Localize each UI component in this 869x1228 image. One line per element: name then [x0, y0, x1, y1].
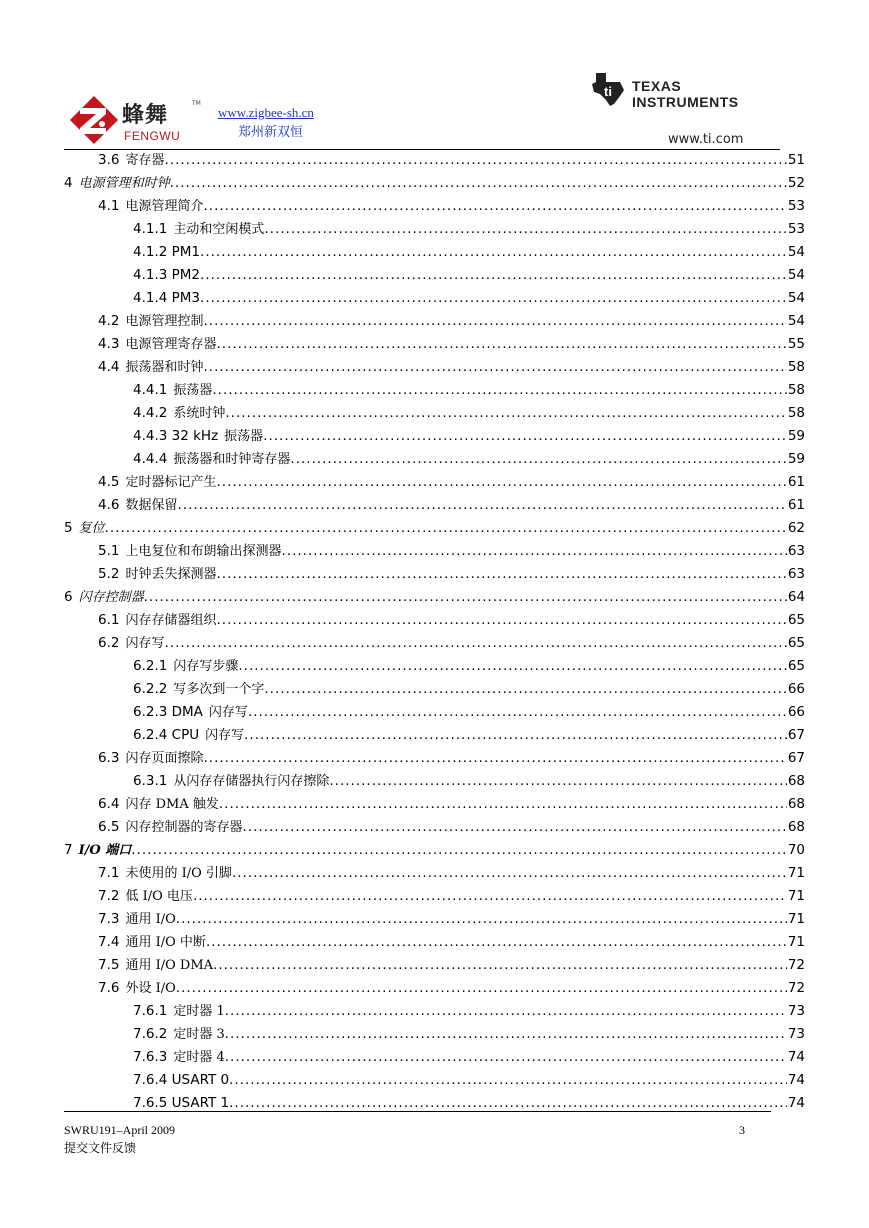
- toc-entry-number: 6: [64, 589, 73, 605]
- toc-entry-title: 振荡器: [224, 429, 264, 444]
- toc-dot-leader: [131, 840, 787, 860]
- toc-entry[interactable]: [98, 564, 805, 584]
- toc-entry-title: 写多次到一个字: [173, 682, 265, 697]
- footer-page-number: 3: [739, 1123, 745, 1137]
- toc-entry-title: 电源管理控制: [125, 314, 204, 329]
- toc-entry[interactable]: [98, 955, 805, 975]
- toc-entry-page: 65: [787, 658, 805, 674]
- toc-dot-leader: [176, 978, 787, 998]
- toc-entry[interactable]: [133, 380, 805, 400]
- toc-entry-number: 7: [64, 842, 73, 858]
- toc-entry[interactable]: [64, 173, 805, 193]
- toc-dot-leader: [213, 955, 787, 975]
- toc-entry[interactable]: [98, 610, 805, 630]
- toc-entry[interactable]: [133, 702, 805, 722]
- toc-entry-title: 定时器 1: [173, 1004, 225, 1019]
- toc-entry-page: 55: [787, 336, 805, 352]
- toc-dot-leader: [225, 1001, 787, 1021]
- toc-entry[interactable]: [98, 196, 805, 216]
- toc-dot-leader: [282, 541, 787, 561]
- toc-dot-leader: [212, 380, 786, 400]
- toc-dot-leader: [176, 909, 787, 929]
- toc-entry-page: 54: [787, 267, 805, 283]
- toc-dot-leader: [329, 771, 786, 791]
- toc-entry-title: 外设 I/O: [125, 981, 176, 996]
- toc-entry-number: 4.2: [98, 313, 120, 329]
- footer-feedback-link[interactable]: 提交文件反馈: [64, 1141, 137, 1155]
- toc-dot-leader: [105, 518, 787, 538]
- footer-document-id: SWRU191–April 2009: [64, 1123, 175, 1137]
- toc-entry-number: 6.3.1: [133, 773, 168, 789]
- toc-entry-number: 4.4.3 32 kHz: [133, 428, 219, 444]
- toc-entry[interactable]: [98, 817, 805, 837]
- toc-entry-page: 58: [787, 359, 805, 375]
- toc-entry-number: 7.6.2: [133, 1026, 168, 1042]
- toc-entry-page: 58: [787, 405, 805, 421]
- toc-entry-title: 定时器 4: [173, 1050, 225, 1065]
- toc-entry[interactable]: [64, 518, 805, 538]
- toc-entry[interactable]: [98, 794, 805, 814]
- toc-dot-leader: [204, 196, 787, 216]
- toc-entry[interactable]: [98, 886, 805, 906]
- toc-entry-page: 63: [787, 566, 805, 582]
- toc-entry-title: 闪存写: [125, 636, 165, 651]
- toc-entry-page: 68: [787, 773, 805, 789]
- toc-entry-page: 54: [787, 290, 805, 306]
- toc-entry-number: 4.5: [98, 474, 120, 490]
- toc-entry-number: 4.1.4 PM3: [133, 290, 201, 306]
- toc-dot-leader: [219, 794, 787, 814]
- toc-entry-page: 61: [787, 497, 805, 513]
- toc-entry-page: 62: [787, 520, 805, 536]
- toc-entry-page: 74: [787, 1049, 805, 1065]
- toc-entry-page: 65: [787, 612, 805, 628]
- toc-entry[interactable]: [133, 679, 805, 699]
- toc-entry[interactable]: [133, 656, 805, 676]
- toc-entry-page: 54: [787, 313, 805, 329]
- toc-entry[interactable]: [98, 932, 805, 952]
- toc-entry-number: 4.6: [98, 497, 120, 513]
- toc-entry-title: 定时器 3: [173, 1027, 225, 1042]
- toc-dot-leader: [238, 656, 786, 676]
- toc-entry-title: 未使用的 I/O 引脚: [125, 866, 232, 881]
- toc-entry[interactable]: [98, 472, 805, 492]
- toc-entry-number: 7.6.1: [133, 1003, 168, 1019]
- toc-entry-page: 51: [787, 152, 805, 168]
- toc-entry-title: 闪存控制器的寄存器: [125, 820, 243, 835]
- toc-entry-page: 67: [787, 750, 805, 766]
- toc-entry[interactable]: [98, 978, 805, 998]
- toc-entry-title: 闪存写: [205, 728, 245, 743]
- toc-entry-number: 4.4.2: [133, 405, 168, 421]
- toc-entry-title: 闪存写: [208, 705, 248, 720]
- toc-entry-title: 数据保留: [125, 498, 178, 513]
- toc-dot-leader: [229, 1070, 787, 1090]
- toc-entry-number: 7.6.5 USART 1: [133, 1095, 230, 1111]
- toc-entry-title: 寄存器: [125, 153, 165, 168]
- toc-entry-page: 70: [787, 842, 805, 858]
- toc-entry[interactable]: [98, 495, 805, 515]
- toc-entry-title: 从闪存存储器执行闪存擦除: [173, 774, 330, 789]
- toc-entry-page: 74: [787, 1095, 805, 1111]
- toc-entry[interactable]: [133, 265, 805, 285]
- toc-entry[interactable]: [133, 1047, 805, 1067]
- toc-entry[interactable]: [133, 403, 805, 423]
- toc-entry[interactable]: [133, 449, 805, 469]
- toc-entry[interactable]: [64, 840, 805, 860]
- toc-entry[interactable]: [98, 633, 805, 653]
- toc-dot-leader: [217, 610, 787, 630]
- toc-entry-page: 67: [787, 727, 805, 743]
- toc-entry[interactable]: [133, 771, 805, 791]
- toc-dot-leader: [200, 288, 787, 308]
- toc-entry-title: 定时器标记产生: [125, 475, 217, 490]
- toc-entry-number: 6.2.2: [133, 681, 168, 697]
- toc-dot-leader: [193, 886, 787, 906]
- toc-dot-leader: [165, 150, 787, 170]
- ti-logo: [590, 70, 760, 114]
- toc-dot-leader: [170, 173, 787, 193]
- texas-state-icon: [590, 70, 628, 108]
- toc-entry-title: 闪存存储器组织: [125, 613, 217, 628]
- ti-name-line1: TEXAS: [632, 78, 682, 94]
- toc-dot-leader: [244, 725, 787, 745]
- toc-entry-number: 4.1.3 PM2: [133, 267, 201, 283]
- toc-entry-page: 53: [787, 198, 805, 214]
- toc-entry-page: 64: [787, 589, 805, 605]
- toc-entry-page: 71: [787, 888, 805, 904]
- toc-entry[interactable]: [98, 311, 805, 331]
- toc-dot-leader: [264, 219, 786, 239]
- toc-dot-leader: [204, 357, 787, 377]
- toc-entry-number: 6.4: [98, 796, 120, 812]
- fengwu-logo: [66, 94, 201, 150]
- toc-entry-title: I/O 端口: [78, 843, 132, 858]
- toc-entry-number: 4: [64, 175, 73, 191]
- toc-entry-number: 7.3: [98, 911, 120, 927]
- toc-entry-title: 通用 I/O 中断: [125, 935, 206, 950]
- toc-entry-number: 4.3: [98, 336, 120, 352]
- toc-entry-number: 6.3: [98, 750, 120, 766]
- toc-entry-page: 74: [787, 1072, 805, 1088]
- toc-entry-page: 68: [787, 796, 805, 812]
- toc-entry-title: 电源管理简介: [125, 199, 204, 214]
- footer-divider: [64, 1111, 771, 1112]
- fengwu-subtitle: 郑州新双恒: [238, 124, 304, 139]
- toc-dot-leader: [225, 403, 786, 423]
- toc-entry-number: 6.5: [98, 819, 120, 835]
- toc-entry[interactable]: [98, 150, 805, 170]
- toc-entry-title: 主动和空闲模式: [173, 222, 265, 237]
- toc-dot-leader: [144, 587, 787, 607]
- toc-entry-page: 73: [787, 1026, 805, 1042]
- toc-dot-leader: [263, 426, 787, 446]
- toc-entry-number: 5.1: [98, 543, 120, 559]
- toc-entry-title: 振荡器: [173, 383, 213, 398]
- toc-entry-number: 7.4: [98, 934, 120, 950]
- toc-dot-leader: [217, 472, 787, 492]
- toc-entry-number: 6.2: [98, 635, 120, 651]
- toc-entry-number: 7.5: [98, 957, 120, 973]
- fengwu-english-name: FENGWU: [124, 129, 181, 143]
- toc-dot-leader: [200, 265, 787, 285]
- toc-entry[interactable]: [133, 725, 805, 745]
- toc-entry[interactable]: [133, 1001, 805, 1021]
- toc-entry-number: 4.4.1: [133, 382, 168, 398]
- toc-dot-leader: [204, 748, 787, 768]
- toc-entry-title: 通用 I/O: [125, 912, 176, 927]
- toc-dot-leader: [200, 242, 787, 262]
- toc-entry-page: 53: [787, 221, 805, 237]
- toc-entry-number: 4.1: [98, 198, 120, 214]
- toc-entry-number: 4.1.1: [133, 221, 168, 237]
- toc-entry-page: 72: [787, 957, 805, 973]
- toc-entry-page: 61: [787, 474, 805, 490]
- toc-entry[interactable]: [64, 587, 805, 607]
- toc-entry[interactable]: [98, 909, 805, 929]
- toc-entry[interactable]: [133, 288, 805, 308]
- toc-entry-number: 7.6: [98, 980, 120, 996]
- toc-entry-page: 66: [787, 704, 805, 720]
- toc-entry-number: 6.2.1: [133, 658, 168, 674]
- toc-entry-number: 6.2.4 CPU: [133, 727, 200, 743]
- toc-entry-number: 4.4.4: [133, 451, 168, 467]
- toc-dot-leader: [225, 1047, 787, 1067]
- toc-entry[interactable]: [133, 1024, 805, 1044]
- toc-entry-number: 7.1: [98, 865, 120, 881]
- toc-entry-page: 52: [787, 175, 805, 191]
- toc-entry-page: 65: [787, 635, 805, 651]
- toc-entry-page: 59: [787, 428, 805, 444]
- toc-entry-number: 5: [64, 520, 73, 536]
- toc-entry-page: 54: [787, 244, 805, 260]
- toc-entry[interactable]: [133, 219, 805, 239]
- toc-entry-number: 3.6: [98, 152, 120, 168]
- toc-entry-title: 电源管理和时钟: [78, 176, 170, 191]
- toc-entry-title: 时钟丢失探测器: [125, 567, 217, 582]
- toc-entry-page: 71: [787, 934, 805, 950]
- toc-entry-title: 上电复位和布朗输出探测器: [125, 544, 282, 559]
- toc-entry[interactable]: [133, 426, 805, 446]
- toc-entry-page: 59: [787, 451, 805, 467]
- toc-entry[interactable]: [133, 242, 805, 262]
- toc-entry[interactable]: [98, 541, 805, 561]
- toc-dot-leader: [204, 311, 787, 331]
- toc-entry-title: 闪存页面擦除: [125, 751, 204, 766]
- toc-entry-title: 闪存写步骤: [173, 659, 239, 674]
- toc-dot-leader: [178, 495, 787, 515]
- page-header: [0, 0, 869, 150]
- toc-entry-page: 71: [787, 911, 805, 927]
- toc-dot-leader: [165, 633, 787, 653]
- toc-entry[interactable]: [98, 357, 805, 377]
- toc-entry[interactable]: [133, 1093, 805, 1113]
- toc-entry-title: 系统时钟: [173, 406, 226, 421]
- toc-entry-page: 72: [787, 980, 805, 996]
- fengwu-trademark: TM: [192, 100, 201, 107]
- toc-entry-number: 4.4: [98, 359, 120, 375]
- toc-entry[interactable]: [98, 863, 805, 883]
- toc-entry-number: 4.1.2 PM1: [133, 244, 201, 260]
- fengwu-name: 蜂舞: [122, 102, 169, 128]
- toc-entry-page: 66: [787, 681, 805, 697]
- toc-entry-page: 73: [787, 1003, 805, 1019]
- toc-dot-leader: [217, 334, 787, 354]
- toc-dot-leader: [232, 863, 787, 883]
- toc-entry-page: 63: [787, 543, 805, 559]
- toc-entry-number: 7.2: [98, 888, 120, 904]
- toc-entry[interactable]: [133, 1070, 805, 1090]
- ti-name-line2: INSTRUMENTS: [632, 94, 739, 110]
- fengwu-emblem-icon: [66, 94, 122, 146]
- toc-entry-number: 5.2: [98, 566, 120, 582]
- toc-dot-leader: [290, 449, 786, 469]
- ti-website-link[interactable]: www.ti.com: [668, 132, 744, 147]
- toc-entry-title: 闪存 DMA 触发: [125, 797, 219, 812]
- toc-entry[interactable]: [98, 334, 805, 354]
- toc-dot-leader: [264, 679, 786, 699]
- toc-entry-title: 通用 I/O DMA: [125, 958, 214, 973]
- toc-entry-title: 电源管理寄存器: [125, 337, 217, 352]
- toc-dot-leader: [243, 817, 787, 837]
- toc-entry-number: 6.1: [98, 612, 120, 628]
- toc-entry[interactable]: [98, 748, 805, 768]
- svg-text:ti: ti: [604, 84, 612, 99]
- toc-entry-title: 振荡器和时钟: [125, 360, 204, 375]
- toc-entry-page: 71: [787, 865, 805, 881]
- toc-entry-title: 闪存控制器: [78, 590, 144, 605]
- toc-entry-title: 振荡器和时钟寄存器: [173, 452, 291, 467]
- toc-dot-leader: [217, 564, 787, 584]
- toc-entry-number: 7.6.4 USART 0: [133, 1072, 230, 1088]
- toc-entry-number: 6.2.3 DMA: [133, 704, 203, 720]
- toc-dot-leader: [225, 1024, 787, 1044]
- fengwu-website-link[interactable]: www.zigbee-sh.cn: [218, 105, 314, 120]
- toc-dot-leader: [206, 932, 787, 952]
- toc-entry-page: 68: [787, 819, 805, 835]
- toc-dot-leader: [248, 702, 787, 722]
- toc-entry-page: 58: [787, 382, 805, 398]
- toc-entry-title: 低 I/O 电压: [125, 889, 193, 904]
- toc-dot-leader: [229, 1093, 787, 1113]
- toc-entry-title: 复位: [78, 521, 105, 536]
- toc-entry-number: 7.6.3: [133, 1049, 168, 1065]
